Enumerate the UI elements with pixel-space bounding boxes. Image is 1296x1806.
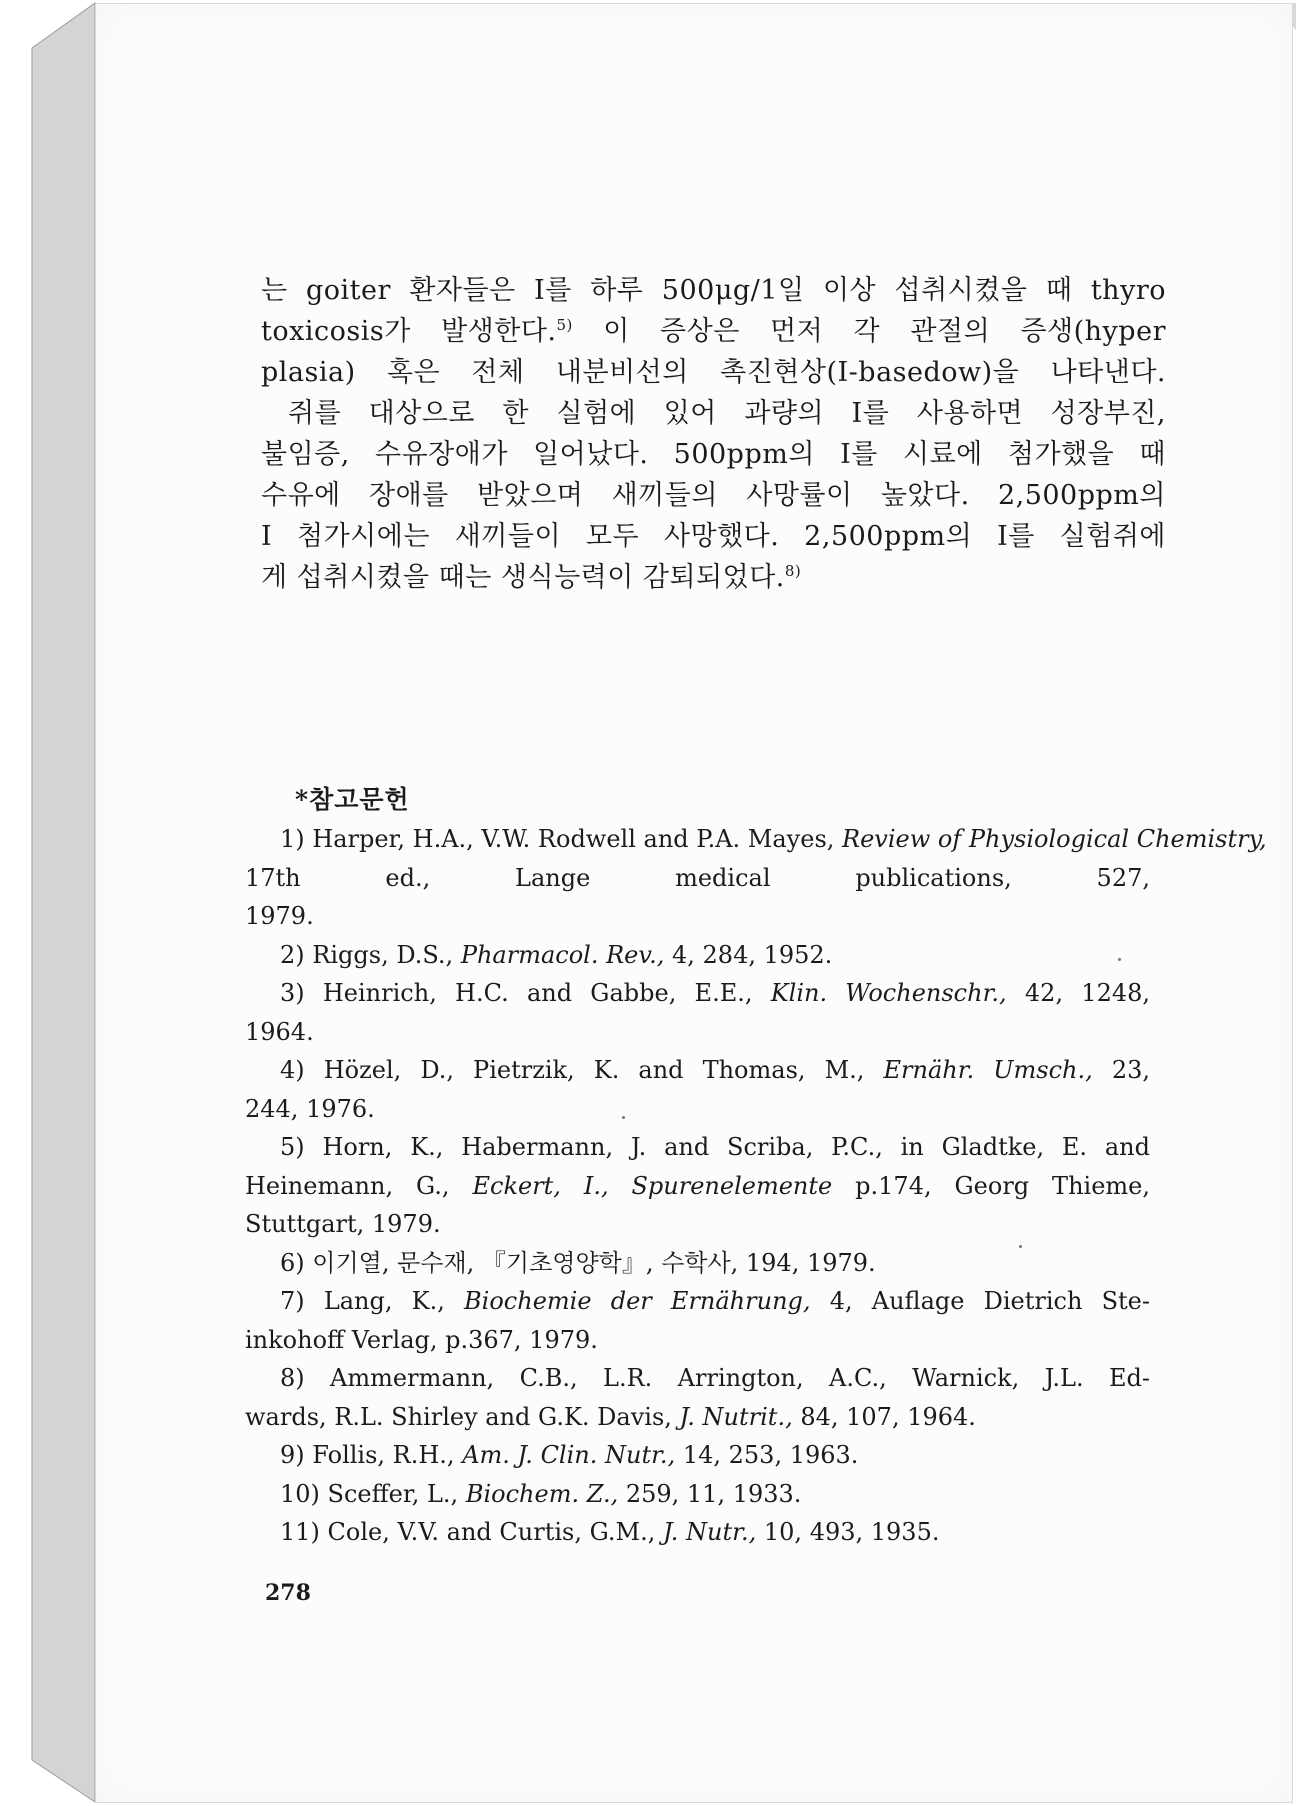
- ref-number: 11): [280, 1518, 320, 1546]
- ref-journal: J. Nutrit.,: [679, 1402, 793, 1431]
- body-line: I 첨가시에는 새끼들이 모두 사망했다. 2,500ppm의 I를 실험쥐에: [261, 521, 1166, 552]
- ref-authors: Riggs, D.S.,: [312, 940, 454, 969]
- reference-cont: [245, 1398, 1150, 1437]
- body-line: [261, 557, 1166, 598]
- reference-cont: [245, 1205, 1150, 1244]
- ref-number: 8): [280, 1364, 305, 1392]
- ref-journal: Pharmacol. Rev.,: [460, 940, 665, 969]
- body-line: 는 goiter 환자들은 I를 하루 500μg/1일 이상 섭취시켰을 때 thyro: [261, 275, 1166, 306]
- ref-rest: 4, 284, 1952.: [672, 940, 833, 969]
- ref-rest: inkohoff Verlag, p.367, 1979.: [245, 1325, 598, 1354]
- ref-rest: 17th ed., Lange medical publications, 527,: [245, 863, 1150, 892]
- ref-rest: 84, 107, 1964.: [800, 1402, 976, 1431]
- ref-authors: Ammermann, C.B., L.R. Arrington, A.C., Warnick, J.L. Ed-: [330, 1364, 1150, 1392]
- ref-journal: Am. J. Clin. Nutr.,: [462, 1441, 676, 1469]
- ref-authors: Harper, H.A., V.W. Rodwell and P.A. Mayes,: [312, 825, 835, 853]
- ref-authors: Follis, R.H.,: [312, 1441, 455, 1469]
- ref-number: 4): [280, 1056, 305, 1084]
- reference-cont: [245, 1090, 1150, 1129]
- reference-item: [245, 1244, 1150, 1283]
- ref-title: Eckert, I., Spurenelemente: [472, 1171, 833, 1200]
- ref-authors: Hözel, D., Pietrzik, K. and Thomas, M.,: [323, 1056, 865, 1084]
- ref-rest: 14, 253, 1963.: [682, 1441, 859, 1469]
- reference-item: [245, 936, 1150, 975]
- reference-item: [245, 1051, 1150, 1090]
- body-line: plasia) 혹은 전체 내분비선의 촉진현상(I-basedow)을 나타낸다.: [261, 357, 1166, 388]
- ref-authors: Horn, K., Habermann, J. and Scriba, P.C., in Gladtke, E. and: [322, 1133, 1150, 1161]
- ref-rest: 244, 1976.: [245, 1094, 375, 1123]
- body-line: 불임증, 수유장애가 일어났다. 500ppm의 I를 시료에 첨가했을 때: [261, 439, 1166, 470]
- reference-item: [245, 1475, 1150, 1514]
- reference-cont: [245, 897, 1150, 936]
- ref-rest: 23,: [1111, 1056, 1150, 1084]
- ref-number: 10): [280, 1479, 320, 1508]
- ref-title: Biochemie der Ernährung,: [464, 1287, 811, 1315]
- ref-rest: 42, 1248,: [1024, 979, 1151, 1007]
- book-spine-shape: [32, 3, 95, 1802]
- ref-title: Review of Physiological Chemistry,: [842, 825, 1267, 853]
- reference-item: [245, 1513, 1150, 1552]
- references-heading: *참고문헌: [295, 785, 410, 814]
- ref-rest: 10, 493, 1935.: [763, 1518, 940, 1546]
- body-line: 수유에 장애를 받았으며 새끼들의 사망률이 높았다. 2,500ppm의: [261, 480, 1166, 511]
- body-line-text: 게 섭취시켰을 때는 생식능력이 감퇴되었다.: [261, 562, 785, 593]
- ref-journal: Klin. Wochenschr.,: [770, 979, 1007, 1007]
- ref-rest: wards, R.L. Shirley and G.K. Davis,: [245, 1402, 672, 1431]
- page-number: 278: [265, 1580, 311, 1606]
- scan-speck: [1118, 958, 1121, 961]
- ref-number: 6): [280, 1248, 305, 1277]
- references-list: [245, 820, 1267, 1552]
- ref-rest: 4, Auflage Dietrich Ste-: [829, 1287, 1150, 1315]
- ref-number: 2): [280, 940, 305, 969]
- scan-speck: [1019, 1245, 1022, 1248]
- citation-mark: 8): [784, 562, 802, 580]
- reference-item: [245, 974, 1150, 1013]
- scan-speck: [622, 1116, 625, 1119]
- ref-journal: J. Nutr.,: [663, 1518, 757, 1546]
- reference-item: [245, 1128, 1150, 1167]
- ref-journal: Ernähr. Umsch.,: [883, 1056, 1093, 1084]
- ref-authors: Cole, V.V. and Curtis, G.M.,: [327, 1518, 656, 1546]
- ref-year: 1964.: [245, 1017, 314, 1046]
- body-line: 쥐를 대상으로 한 실험에 있어 과량의 I를 사용하면 성장부진,: [288, 398, 1166, 429]
- ref-rest: 259, 11, 1933.: [625, 1479, 802, 1508]
- ref-authors: Heinrich, H.C. and Gabbe, E.E.,: [322, 979, 753, 1007]
- body-paragraph: [261, 270, 1166, 598]
- ref-rest: p.174, Georg Thieme,: [855, 1171, 1150, 1200]
- body-line-text: 이 증상은 먼저 각 관절의 증생(hyper: [603, 316, 1166, 347]
- reference-item: [245, 820, 1267, 859]
- body-line: [261, 311, 1166, 352]
- ref-number: 5): [280, 1133, 305, 1161]
- citation-mark: 5): [556, 316, 573, 334]
- reference-cont: [245, 859, 1150, 898]
- ref-number: 7): [280, 1287, 305, 1315]
- ref-journal: Biochem. Z.,: [465, 1479, 619, 1508]
- reference-item: [245, 1282, 1150, 1321]
- reference-item: [245, 1436, 1150, 1475]
- ref-year: 1979.: [245, 902, 314, 930]
- ref-authors: Lang, K.,: [323, 1287, 445, 1315]
- ref-text: 이기열, 문수재, 『기초영양학』, 수학사, 194, 1979.: [312, 1248, 876, 1277]
- reference-cont: [245, 1167, 1150, 1206]
- body-line-text: toxicosis가 발생한다.: [261, 316, 557, 347]
- ref-number: 1): [280, 825, 305, 853]
- ref-authors: Sceffer, L.,: [327, 1479, 459, 1508]
- ref-number: 3): [280, 979, 305, 1007]
- ref-number: 9): [280, 1441, 305, 1469]
- reference-cont: [245, 1321, 1150, 1360]
- reference-item: [245, 1359, 1150, 1398]
- ref-rest: Heinemann, G.,: [245, 1171, 450, 1200]
- reference-cont: [245, 1013, 1150, 1052]
- ref-rest: Stuttgart, 1979.: [245, 1210, 441, 1238]
